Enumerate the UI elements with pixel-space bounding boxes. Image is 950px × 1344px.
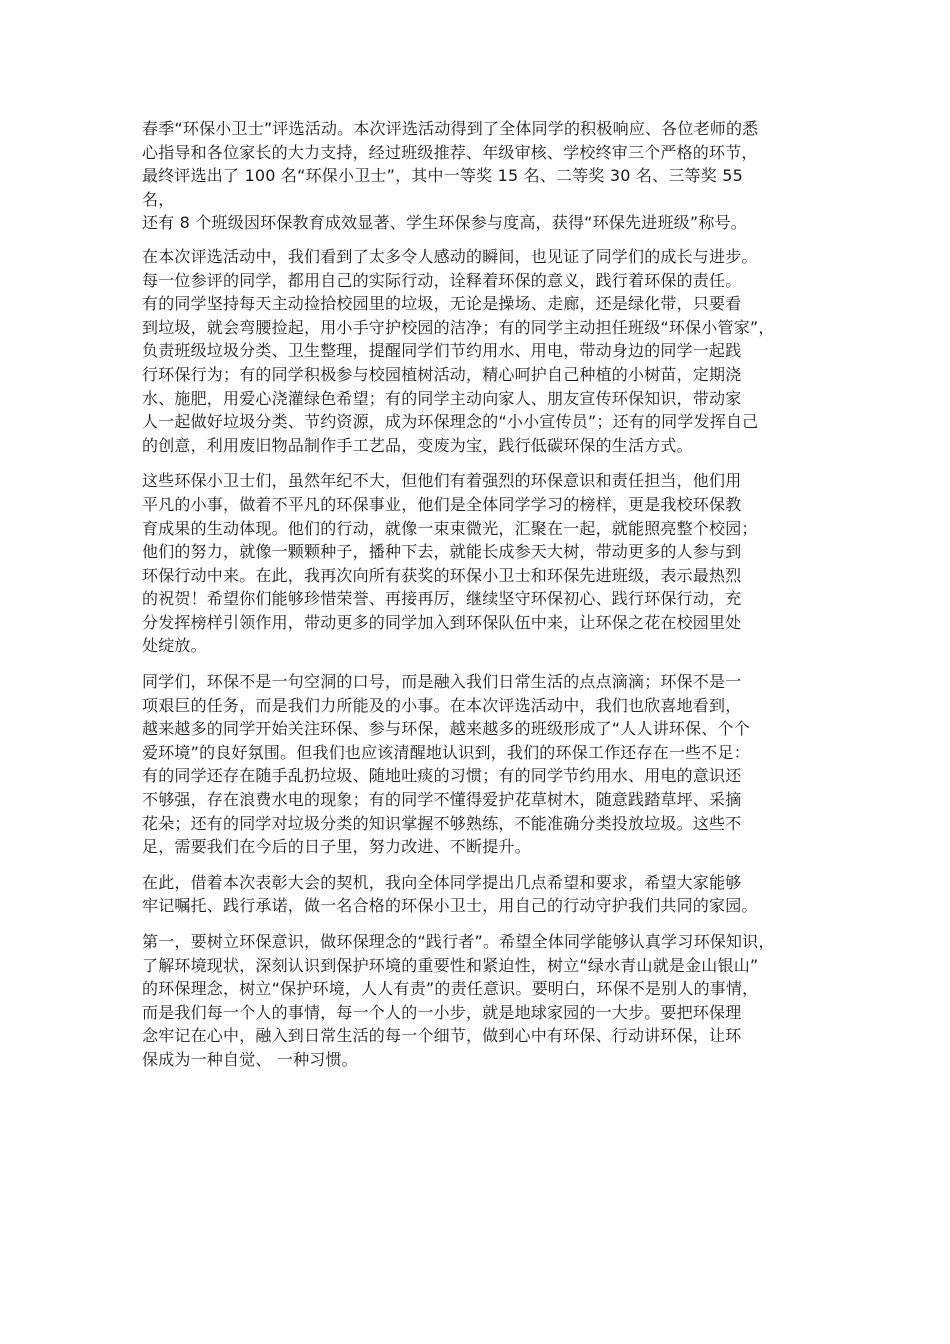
paragraph-hopes xyxy=(142,871,832,918)
text-line: 花朵；还有的同学对垃圾分类的知识掌握不够熟练，不能准确分类投放垃圾。这些不 xyxy=(142,813,742,833)
text-line: 行环保行为；有的同学积极参与校园植树活动，精心呵护自己种植的小树苗，定期浇 xyxy=(142,364,742,384)
text-line: 负责班级垃圾分类、卫生整理，提醒同学们节约用水、用电，带动身边的同学一起践 xyxy=(142,341,742,361)
text-line: 分发挥榜样引领作用，带动更多的同学加入到环保队伍中来，让环保之花在校园里处 xyxy=(142,612,742,632)
text-line: 他们的努力，就像一颗颗种子，播种下去，就能长成参天大树，带动更多的人参与到 xyxy=(142,542,742,562)
text-line: 春季“环保小卫士”评选活动。本次评选活动得到了全体同学的积极响应、各位老师的悉 xyxy=(142,119,759,138)
text-line: 同学们，环保不是一句空洞的口号，而是融入我们日常生活的点点滴滴；环保不是一 xyxy=(142,672,742,692)
text-line: 环保行动中来。在此，我再次向所有获奖的环保小卫士和环保先进班级，表示最热烈 xyxy=(142,565,742,585)
text-line: 心指导和各位家长的大力支持，经过班级推荐、年级审核、学校终审三个严格的环节， xyxy=(142,142,758,162)
text-line: 名， xyxy=(142,189,175,209)
paragraph-moments xyxy=(142,245,832,457)
paragraph-first-point xyxy=(142,930,832,1072)
text-line: 牢记嘱托、践行承诺，做一名合格的环保小卫士，用自己的行动守护我们共同的家园。 xyxy=(142,896,758,916)
text-line: 不够强，存在浪费水电的现象；有的同学不懂得爱护花草树木，随意践踏草坪、采摘 xyxy=(142,790,742,810)
text-line: 水、施肥，用爱心浇灌绿色希望；有的同学主动向家人、朋友宣传环保知识，带动家 xyxy=(142,388,742,408)
text-line: 的创意，利用废旧物品制作手工艺品，变废为宝，践行低碳环保的生活方式。 xyxy=(142,435,693,455)
text-line: 最终评选出了 100 名“环保小卫士”，其中一等奖 15 名、二等奖 30 名、三等奖 55 xyxy=(142,166,743,186)
paragraph-role-models xyxy=(142,469,832,658)
text-line: 保成为一种自觉、 一种习惯。 xyxy=(142,1049,358,1069)
text-line: 平凡的小事，做着不平凡的环保事业，他们是全体同学学习的榜样，更是我校环保教 xyxy=(142,494,742,514)
text-line: 而是我们每一个人的事情，每一个人的一小步，就是地球家园的一大步。要把环保理 xyxy=(142,1002,742,1022)
text-line: 有的同学坚持每天主动捡拾校园里的垃圾，无论是操场、走廊，还是绿化带，只要看 xyxy=(142,294,742,314)
paragraph-shortcomings xyxy=(142,670,832,859)
text-line: 处绽放。 xyxy=(142,636,207,656)
text-line: 在此，借着本次表彰大会的契机，我向全体同学提出几点希望和要求，希望大家能够 xyxy=(142,872,742,892)
text-line: 这些环保小卫士们，虽然年纪不大，但他们有着强烈的环保意识和责任担当，他们用 xyxy=(142,471,742,491)
text-line: 还有 8 个班级因环保教育成效显著、学生环保参与度高，获得“环保先进班级”称号。 xyxy=(142,213,747,233)
text-line: 越来越多的同学开始关注环保、参与环保，越来越多的班级形成了“人人讲环保、个个 xyxy=(142,719,750,739)
document-body xyxy=(142,117,832,1084)
text-line: 人一起做好垃圾分类、节约资源，成为环保理念的“小小宣传员”；还有的同学发挥自己 xyxy=(142,412,759,432)
text-line: 足，需要我们在今后的日子里，努力改进、不断提升。 xyxy=(142,837,531,857)
text-line: 第一，要树立环保意识，做环保理念的“践行者”。希望全体同学能够认真学习环保知识， xyxy=(142,932,775,951)
text-line: 了解环境现状，深刻认识到保护环境的重要性和紧迫性，树立“绿水青山就是金山银山” xyxy=(142,955,759,975)
text-line: 每一位参评的同学，都用自己的实际行动，诠释着环保的意义，践行着环保的责任。 xyxy=(142,270,742,290)
text-line: 的环保理念，树立“保护环境，人人有责”的责任意识。要明白，环保不是别人的事情， xyxy=(142,979,759,999)
text-line: 项艰巨的任务，而是我们力所能及的小事。在本次评选活动中，我们也欣喜地看到， xyxy=(142,695,742,715)
text-line: 念牢记在心中，融入到日常生活的每一个细节，做到心中有环保、行动讲环保，让环 xyxy=(142,1026,742,1046)
paragraph-award-summary xyxy=(142,117,832,235)
text-line: 育成果的生动体现。他们的行动，就像一束束微光，汇聚在一起，就能照亮整个校园； xyxy=(142,518,758,538)
text-line: 的祝贺！希望你们能够珍惜荣誉、再接再厉，继续坚守环保初心、践行环保行动，充 xyxy=(142,589,742,609)
text-line: 在本次评选活动中，我们看到了太多令人感动的瞬间，也见证了同学们的成长与进步。 xyxy=(142,246,758,266)
text-line: 到垃圾，就会弯腰捡起，用小手守护校园的洁净；有的同学主动担任班级“环保小管家”， xyxy=(142,317,775,337)
text-line: 爱环境”的良好氛围。但我们也应该清醒地认识到，我们的环保工作还存在一些不足： xyxy=(142,742,750,762)
text-line: 有的同学还存在随手乱扔垃圾、随地吐痰的习惯；有的同学节约用水、用电的意识还 xyxy=(142,766,742,786)
